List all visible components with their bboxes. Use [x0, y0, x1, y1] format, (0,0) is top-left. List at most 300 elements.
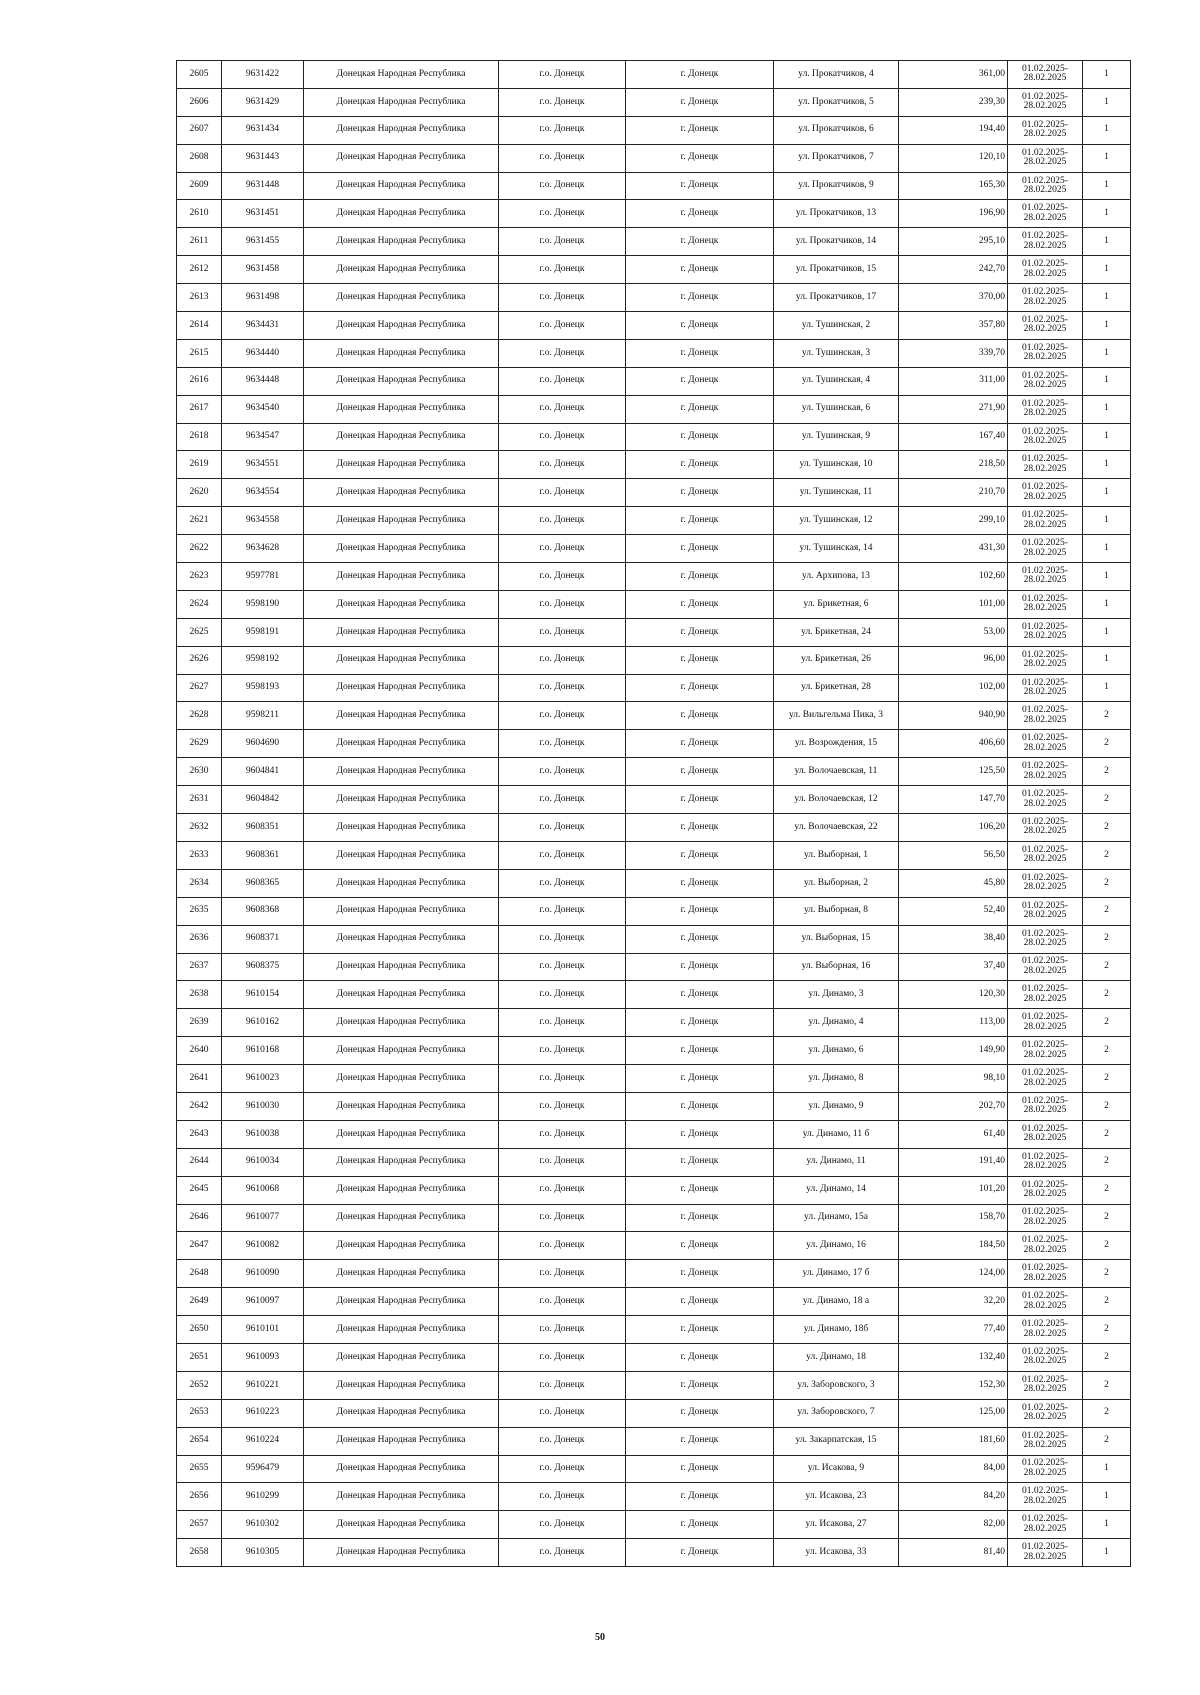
period-end: 28.02.2025	[1023, 575, 1067, 586]
period-start: 01.02.2025-	[1022, 900, 1068, 911]
table-row	[177, 535, 1131, 563]
period-end: 28.02.2025	[1023, 268, 1067, 279]
row-number-cell: 2621	[177, 507, 222, 535]
row-number-cell: 2636	[177, 925, 222, 953]
row-number-cell: 2658	[177, 1539, 222, 1567]
table-row	[177, 1176, 1131, 1204]
period-cell	[1008, 1232, 1083, 1260]
table-row	[177, 674, 1131, 702]
table-row	[177, 618, 1131, 646]
table-row	[177, 786, 1131, 814]
region-cell: Донецкая Народная Республика	[304, 228, 499, 256]
period-end: 28.02.2025	[1023, 212, 1067, 223]
street-address-cell: ул. Брикетная, 24	[774, 618, 899, 646]
period-cell	[1008, 535, 1083, 563]
row-number-cell: 2628	[177, 702, 222, 730]
object-id-cell: 9610101	[222, 1316, 304, 1344]
district-cell: г.о. Донецк	[499, 1483, 626, 1511]
period-end: 28.02.2025	[1023, 1384, 1067, 1395]
row-number-cell: 2619	[177, 451, 222, 479]
table-row	[177, 479, 1131, 507]
district-cell: г.о. Донецк	[499, 367, 626, 395]
district-cell: г.о. Донецк	[499, 1288, 626, 1316]
region-cell: Донецкая Народная Республика	[304, 367, 499, 395]
table-row	[177, 88, 1131, 116]
city-cell: г. Донецк	[626, 1455, 774, 1483]
object-id-cell: 9596479	[222, 1455, 304, 1483]
area-cell: 184,50	[899, 1232, 1008, 1260]
table-body	[177, 61, 1131, 1567]
city-cell: г. Донецк	[626, 758, 774, 786]
area-cell: 101,00	[899, 590, 1008, 618]
region-cell: Донецкая Народная Республика	[304, 841, 499, 869]
period-end: 28.02.2025	[1023, 519, 1067, 530]
region-cell: Донецкая Народная Республика	[304, 88, 499, 116]
object-id-cell: 9634551	[222, 451, 304, 479]
area-cell: 56,50	[899, 841, 1008, 869]
category-cell: 1	[1083, 535, 1131, 563]
object-id-cell: 9631451	[222, 200, 304, 228]
area-cell: 106,20	[899, 814, 1008, 842]
period-start: 01.02.2025-	[1022, 1346, 1068, 1357]
region-cell: Донецкая Народная Республика	[304, 256, 499, 284]
table-row	[177, 144, 1131, 172]
row-number-cell: 2637	[177, 953, 222, 981]
period-cell	[1008, 284, 1083, 312]
region-cell: Донецкая Народная Республика	[304, 786, 499, 814]
period-cell	[1008, 814, 1083, 842]
region-cell: Донецкая Народная Республика	[304, 507, 499, 535]
period-end: 28.02.2025	[1023, 324, 1067, 335]
area-cell: 242,70	[899, 256, 1008, 284]
street-address-cell: ул. Выборная, 8	[774, 897, 899, 925]
category-cell: 1	[1083, 674, 1131, 702]
period-end: 28.02.2025	[1023, 1300, 1067, 1311]
category-cell: 1	[1083, 479, 1131, 507]
street-address-cell: ул. Прокатчиков, 6	[774, 116, 899, 144]
row-number-cell: 2610	[177, 200, 222, 228]
period-cell	[1008, 144, 1083, 172]
row-number-cell: 2650	[177, 1316, 222, 1344]
table-row	[177, 897, 1131, 925]
district-cell: г.о. Донецк	[499, 590, 626, 618]
table-row	[177, 590, 1131, 618]
period-end: 28.02.2025	[1023, 352, 1067, 363]
category-cell: 2	[1083, 953, 1131, 981]
region-cell: Донецкая Народная Республика	[304, 535, 499, 563]
row-number-cell: 2633	[177, 841, 222, 869]
period-cell	[1008, 256, 1083, 284]
period-cell	[1008, 61, 1083, 89]
period-end: 28.02.2025	[1023, 1495, 1067, 1506]
table-row	[177, 981, 1131, 1009]
category-cell: 2	[1083, 869, 1131, 897]
period-start: 01.02.2025-	[1022, 1319, 1068, 1330]
city-cell: г. Донецк	[626, 702, 774, 730]
region-cell: Донецкая Народная Республика	[304, 1343, 499, 1371]
period-start: 01.02.2025-	[1022, 370, 1068, 381]
period-cell	[1008, 1539, 1083, 1567]
region-cell: Донецкая Народная Республика	[304, 451, 499, 479]
district-cell: г.о. Донецк	[499, 674, 626, 702]
period-start: 01.02.2025-	[1022, 1179, 1068, 1190]
area-cell: 202,70	[899, 1092, 1008, 1120]
category-cell: 1	[1083, 339, 1131, 367]
period-start: 01.02.2025-	[1022, 1430, 1068, 1441]
category-cell: 1	[1083, 590, 1131, 618]
street-address-cell: ул. Вильгельма Пика, 3	[774, 702, 899, 730]
area-cell: 940,90	[899, 702, 1008, 730]
object-id-cell: 9604841	[222, 758, 304, 786]
object-id-cell: 9610221	[222, 1371, 304, 1399]
row-number-cell: 2652	[177, 1371, 222, 1399]
region-cell: Донецкая Народная Республика	[304, 1371, 499, 1399]
category-cell: 1	[1083, 116, 1131, 144]
area-cell: 158,70	[899, 1204, 1008, 1232]
period-end: 28.02.2025	[1023, 157, 1067, 168]
area-cell: 339,70	[899, 339, 1008, 367]
table-row	[177, 451, 1131, 479]
table-row	[177, 339, 1131, 367]
period-start: 01.02.2025-	[1022, 119, 1068, 130]
period-start: 01.02.2025-	[1022, 733, 1068, 744]
period-cell	[1008, 1343, 1083, 1371]
category-cell: 2	[1083, 1343, 1131, 1371]
street-address-cell: ул. Прокатчиков, 9	[774, 172, 899, 200]
region-cell: Донецкая Народная Республика	[304, 1065, 499, 1093]
district-cell: г.о. Донецк	[499, 563, 626, 591]
period-end: 28.02.2025	[1023, 408, 1067, 419]
category-cell: 1	[1083, 1483, 1131, 1511]
period-start: 01.02.2025-	[1022, 63, 1068, 74]
category-cell: 1	[1083, 284, 1131, 312]
category-cell: 2	[1083, 730, 1131, 758]
period-end: 28.02.2025	[1023, 938, 1067, 949]
period-end: 28.02.2025	[1023, 463, 1067, 474]
region-cell: Донецкая Народная Республика	[304, 674, 499, 702]
street-address-cell: ул. Динамо, 3	[774, 981, 899, 1009]
region-cell: Донецкая Народная Республика	[304, 590, 499, 618]
row-number-cell: 2642	[177, 1092, 222, 1120]
row-number-cell: 2630	[177, 758, 222, 786]
object-id-cell: 9610223	[222, 1399, 304, 1427]
object-id-cell: 9604842	[222, 786, 304, 814]
period-start: 01.02.2025-	[1022, 565, 1068, 576]
region-cell: Донецкая Народная Республика	[304, 1148, 499, 1176]
district-cell: г.о. Донецк	[499, 1316, 626, 1344]
object-id-cell: 9631429	[222, 88, 304, 116]
street-address-cell: ул. Прокатчиков, 14	[774, 228, 899, 256]
district-cell: г.о. Донецк	[499, 730, 626, 758]
street-address-cell: ул. Прокатчиков, 15	[774, 256, 899, 284]
district-cell: г.о. Донецк	[499, 1204, 626, 1232]
object-id-cell: 9610077	[222, 1204, 304, 1232]
area-cell: 53,00	[899, 618, 1008, 646]
period-start: 01.02.2025-	[1022, 816, 1068, 827]
area-cell: 295,10	[899, 228, 1008, 256]
period-cell	[1008, 869, 1083, 897]
region-cell: Донецкая Народная Республика	[304, 897, 499, 925]
city-cell: г. Донецк	[626, 256, 774, 284]
row-number-cell: 2648	[177, 1260, 222, 1288]
period-end: 28.02.2025	[1023, 965, 1067, 976]
period-end: 28.02.2025	[1023, 882, 1067, 893]
area-cell: 113,00	[899, 1009, 1008, 1037]
period-cell	[1008, 618, 1083, 646]
table-row	[177, 1009, 1131, 1037]
region-cell: Донецкая Народная Республика	[304, 618, 499, 646]
area-cell: 149,90	[899, 1037, 1008, 1065]
object-id-cell: 9610023	[222, 1065, 304, 1093]
city-cell: г. Донецк	[626, 507, 774, 535]
category-cell: 2	[1083, 1316, 1131, 1344]
period-start: 01.02.2025-	[1022, 984, 1068, 995]
period-start: 01.02.2025-	[1022, 398, 1068, 409]
city-cell: г. Донецк	[626, 1009, 774, 1037]
period-start: 01.02.2025-	[1022, 259, 1068, 270]
period-end: 28.02.2025	[1023, 854, 1067, 865]
period-end: 28.02.2025	[1023, 1105, 1067, 1116]
row-number-cell: 2654	[177, 1427, 222, 1455]
region-cell: Донецкая Народная Республика	[304, 312, 499, 340]
district-cell: г.о. Донецк	[499, 144, 626, 172]
district-cell: г.о. Донецк	[499, 1260, 626, 1288]
district-cell: г.о. Донецк	[499, 88, 626, 116]
object-id-cell: 9631448	[222, 172, 304, 200]
street-address-cell: ул. Динамо, 14	[774, 1176, 899, 1204]
city-cell: г. Донецк	[626, 61, 774, 89]
table-row	[177, 563, 1131, 591]
street-address-cell: ул. Прокатчиков, 7	[774, 144, 899, 172]
district-cell: г.о. Донецк	[499, 1176, 626, 1204]
period-cell	[1008, 228, 1083, 256]
row-number-cell: 2656	[177, 1483, 222, 1511]
period-cell	[1008, 1176, 1083, 1204]
street-address-cell: ул. Выборная, 15	[774, 925, 899, 953]
city-cell: г. Донецк	[626, 367, 774, 395]
period-cell	[1008, 1009, 1083, 1037]
period-cell	[1008, 646, 1083, 674]
area-cell: 194,40	[899, 116, 1008, 144]
period-end: 28.02.2025	[1023, 631, 1067, 642]
street-address-cell: ул. Динамо, 18б	[774, 1316, 899, 1344]
category-cell: 2	[1083, 1065, 1131, 1093]
region-cell: Донецкая Народная Республика	[304, 1455, 499, 1483]
row-number-cell: 2611	[177, 228, 222, 256]
street-address-cell: ул. Заборовского, 3	[774, 1371, 899, 1399]
row-number-cell: 2646	[177, 1204, 222, 1232]
city-cell: г. Донецк	[626, 172, 774, 200]
period-start: 01.02.2025-	[1022, 1542, 1068, 1553]
period-start: 01.02.2025-	[1022, 203, 1068, 214]
period-end: 28.02.2025	[1023, 770, 1067, 781]
period-end: 28.02.2025	[1023, 1216, 1067, 1227]
city-cell: г. Донецк	[626, 1511, 774, 1539]
period-end: 28.02.2025	[1023, 1244, 1067, 1255]
period-start: 01.02.2025-	[1022, 928, 1068, 939]
district-cell: г.о. Донецк	[499, 507, 626, 535]
period-start: 01.02.2025-	[1022, 1040, 1068, 1051]
street-address-cell: ул. Тушинская, 11	[774, 479, 899, 507]
area-cell: 152,30	[899, 1371, 1008, 1399]
row-number-cell: 2643	[177, 1120, 222, 1148]
area-cell: 82,00	[899, 1511, 1008, 1539]
street-address-cell: ул. Исакова, 27	[774, 1511, 899, 1539]
row-number-cell: 2631	[177, 786, 222, 814]
region-cell: Донецкая Народная Республика	[304, 646, 499, 674]
area-cell: 101,20	[899, 1176, 1008, 1204]
period-cell	[1008, 1316, 1083, 1344]
street-address-cell: ул. Динамо, 11	[774, 1148, 899, 1176]
period-cell	[1008, 841, 1083, 869]
object-id-cell: 9608368	[222, 897, 304, 925]
city-cell: г. Донецк	[626, 1260, 774, 1288]
period-start: 01.02.2025-	[1022, 705, 1068, 716]
object-id-cell: 9631498	[222, 284, 304, 312]
period-cell	[1008, 1455, 1083, 1483]
row-number-cell: 2655	[177, 1455, 222, 1483]
street-address-cell: ул. Динамо, 4	[774, 1009, 899, 1037]
period-start: 01.02.2025-	[1022, 175, 1068, 186]
street-address-cell: ул. Архипова, 13	[774, 563, 899, 591]
table-row	[177, 228, 1131, 256]
area-cell: 431,30	[899, 535, 1008, 563]
period-cell	[1008, 507, 1083, 535]
period-start: 01.02.2025-	[1022, 789, 1068, 800]
object-id-cell: 9610302	[222, 1511, 304, 1539]
table-row	[177, 1371, 1131, 1399]
district-cell: г.о. Донецк	[499, 869, 626, 897]
table-row	[177, 1539, 1131, 1567]
street-address-cell: ул. Исакова, 33	[774, 1539, 899, 1567]
period-end: 28.02.2025	[1023, 1412, 1067, 1423]
table-row	[177, 1148, 1131, 1176]
period-cell	[1008, 786, 1083, 814]
period-end: 28.02.2025	[1023, 436, 1067, 447]
district-cell: г.о. Донецк	[499, 1427, 626, 1455]
object-id-cell: 9610097	[222, 1288, 304, 1316]
district-cell: г.о. Донецк	[499, 535, 626, 563]
district-cell: г.о. Донецк	[499, 786, 626, 814]
period-end: 28.02.2025	[1023, 910, 1067, 921]
area-cell: 311,00	[899, 367, 1008, 395]
area-cell: 84,00	[899, 1455, 1008, 1483]
area-cell: 271,90	[899, 395, 1008, 423]
period-cell	[1008, 1065, 1083, 1093]
object-id-cell: 9608365	[222, 869, 304, 897]
city-cell: г. Донецк	[626, 1288, 774, 1316]
row-number-cell: 2640	[177, 1037, 222, 1065]
street-address-cell: ул. Выборная, 16	[774, 953, 899, 981]
city-cell: г. Донецк	[626, 1065, 774, 1093]
period-start: 01.02.2025-	[1022, 342, 1068, 353]
city-cell: г. Донецк	[626, 1232, 774, 1260]
category-cell: 1	[1083, 395, 1131, 423]
table-row	[177, 841, 1131, 869]
period-end: 28.02.2025	[1023, 1523, 1067, 1534]
street-address-cell: ул. Динамо, 18 а	[774, 1288, 899, 1316]
period-cell	[1008, 172, 1083, 200]
region-cell: Донецкая Народная Республика	[304, 339, 499, 367]
table-row	[177, 256, 1131, 284]
row-number-cell: 2607	[177, 116, 222, 144]
area-cell: 196,90	[899, 200, 1008, 228]
period-cell	[1008, 1511, 1083, 1539]
period-start: 01.02.2025-	[1022, 1291, 1068, 1302]
street-address-cell: ул. Прокатчиков, 5	[774, 88, 899, 116]
row-number-cell: 2622	[177, 535, 222, 563]
row-number-cell: 2651	[177, 1343, 222, 1371]
region-cell: Донецкая Народная Республика	[304, 423, 499, 451]
district-cell: г.о. Донецк	[499, 925, 626, 953]
period-cell	[1008, 563, 1083, 591]
object-id-cell: 9610168	[222, 1037, 304, 1065]
district-cell: г.о. Донецк	[499, 228, 626, 256]
region-cell: Донецкая Народная Республика	[304, 144, 499, 172]
object-id-cell: 9631455	[222, 228, 304, 256]
page-number: 50	[595, 1632, 605, 1643]
region-cell: Донецкая Народная Республика	[304, 395, 499, 423]
city-cell: г. Донецк	[626, 116, 774, 144]
city-cell: г. Донецк	[626, 897, 774, 925]
category-cell: 2	[1083, 1092, 1131, 1120]
table-row	[177, 953, 1131, 981]
area-cell: 218,50	[899, 451, 1008, 479]
object-id-cell: 9598190	[222, 590, 304, 618]
city-cell: г. Донецк	[626, 284, 774, 312]
street-address-cell: ул. Динамо, 16	[774, 1232, 899, 1260]
row-number-cell: 2641	[177, 1065, 222, 1093]
period-cell	[1008, 953, 1083, 981]
region-cell: Донецкая Народная Республика	[304, 730, 499, 758]
region-cell: Донецкая Народная Республика	[304, 116, 499, 144]
city-cell: г. Донецк	[626, 869, 774, 897]
area-cell: 81,40	[899, 1539, 1008, 1567]
period-cell	[1008, 88, 1083, 116]
period-end: 28.02.2025	[1023, 687, 1067, 698]
period-start: 01.02.2025-	[1022, 287, 1068, 298]
period-end: 28.02.2025	[1023, 659, 1067, 670]
city-cell: г. Донецк	[626, 1092, 774, 1120]
city-cell: г. Донецк	[626, 1176, 774, 1204]
period-start: 01.02.2025-	[1022, 1123, 1068, 1134]
period-end: 28.02.2025	[1023, 1133, 1067, 1144]
region-cell: Донецкая Народная Республика	[304, 1427, 499, 1455]
table-row	[177, 507, 1131, 535]
district-cell: г.о. Донецк	[499, 841, 626, 869]
category-cell: 1	[1083, 646, 1131, 674]
row-number-cell: 2645	[177, 1176, 222, 1204]
period-start: 01.02.2025-	[1022, 621, 1068, 632]
street-address-cell: ул. Динамо, 17 б	[774, 1260, 899, 1288]
row-number-cell: 2608	[177, 144, 222, 172]
city-cell: г. Донецк	[626, 1316, 774, 1344]
street-address-cell: ул. Тушинская, 14	[774, 535, 899, 563]
category-cell: 1	[1083, 1539, 1131, 1567]
region-cell: Донецкая Народная Республика	[304, 1260, 499, 1288]
table-row	[177, 1037, 1131, 1065]
period-end: 28.02.2025	[1023, 798, 1067, 809]
district-cell: г.о. Донецк	[499, 61, 626, 89]
city-cell: г. Донецк	[626, 423, 774, 451]
region-cell: Донецкая Народная Республика	[304, 758, 499, 786]
category-cell: 2	[1083, 1399, 1131, 1427]
period-end: 28.02.2025	[1023, 1328, 1067, 1339]
table-row	[177, 702, 1131, 730]
object-id-cell: 9634431	[222, 312, 304, 340]
object-id-cell: 9634547	[222, 423, 304, 451]
table-row	[177, 1511, 1131, 1539]
